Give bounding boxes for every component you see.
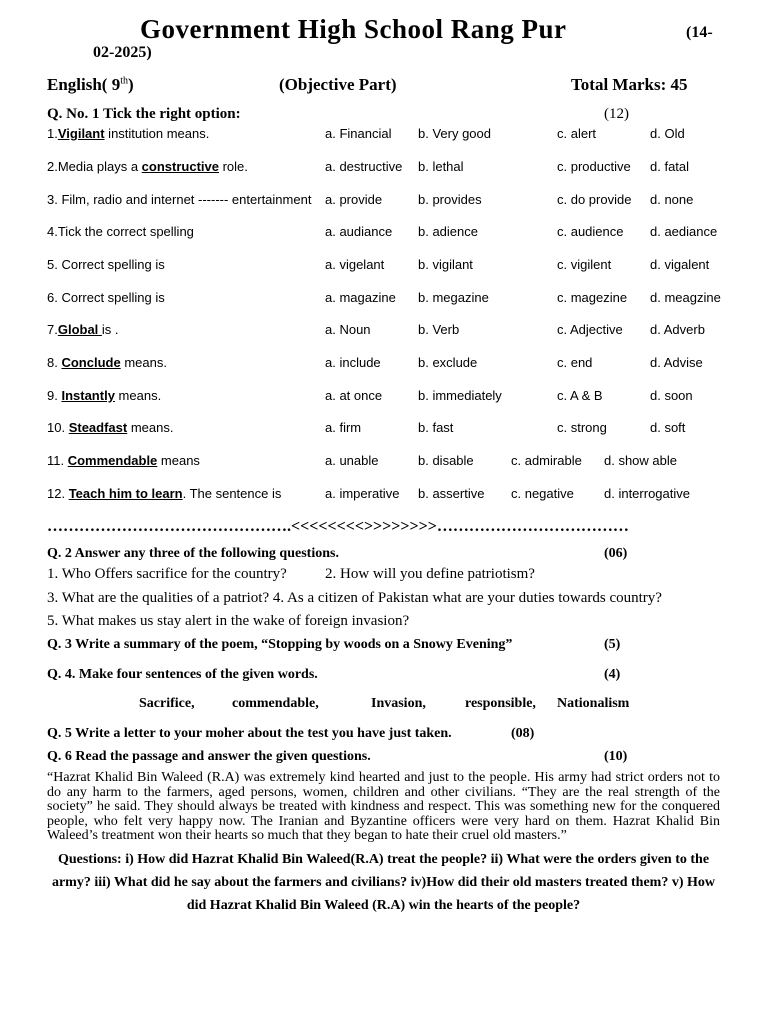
mcq-option-d[interactable]: d. interrogative <box>604 486 690 501</box>
q6-questions: Questions: i) How did Hazrat Khalid Bin Waleed(R.A) treat the people? ii) What were the orders given to the army? iii) What did he say about the farmers and civilians? iv)How did their old masters treated them? v) How did Hazrat Khalid Bin Waleed (R.A) win the hearts of the people? <box>51 852 716 913</box>
mcq-option-b[interactable]: b. adience <box>418 224 478 239</box>
mcq-stem-suffix: means. <box>120 355 167 370</box>
mcq-option-b[interactable]: b. disable <box>418 453 474 468</box>
q2-heading: Q. 2 Answer any three of the following questions. <box>47 546 339 561</box>
mcq-option-b[interactable]: b. provides <box>418 192 482 207</box>
q5-marks: (08) <box>511 726 535 741</box>
mcq-option-a[interactable]: a. provide <box>325 192 383 207</box>
mcq-row <box>0 159 768 179</box>
mcq-option-b[interactable]: b. lethal <box>418 159 464 174</box>
mcq-option-c[interactable]: c. strong <box>557 420 607 435</box>
mcq-stem-prefix: 8. <box>47 355 62 370</box>
mcq-stem-suffix: means <box>157 453 200 468</box>
mcq-keyword: Commendable <box>67 453 158 468</box>
mcq-stem <box>47 159 248 174</box>
mcq-option-c[interactable]: c. alert <box>557 126 597 141</box>
mcq-keyword: Conclude <box>61 355 121 370</box>
mcq-stem <box>47 388 161 403</box>
q2-question-2: 2. How will you define patriotism? <box>325 566 535 582</box>
mcq-stem-suffix: means. <box>114 388 162 403</box>
mcq-option-b[interactable]: b. megazine <box>418 290 489 305</box>
q2-marks: (06) <box>604 546 628 561</box>
q5-heading: Q. 5 Write a letter to your moher about the test you have just taken. <box>47 726 452 741</box>
mcq-row <box>0 453 768 473</box>
mcq-option-b[interactable]: b. fast <box>418 420 454 435</box>
mcq-option-c[interactable]: c. Adjective <box>557 322 623 337</box>
mcq-option-d[interactable]: d. meagzine <box>650 290 721 305</box>
mcq-option-d[interactable]: d. soon <box>650 388 693 403</box>
exam-date-part2: 02-2025) <box>93 44 152 61</box>
mcq-stem-suffix: role. <box>218 159 248 174</box>
school-title-line <box>140 14 740 45</box>
school-title: Government High School Rang Pur <box>140 14 567 44</box>
mcq-option-b[interactable]: b. assertive <box>418 486 485 501</box>
mcq-stem-prefix: 4.Tick the correct spelling <box>47 224 194 239</box>
mcq-option-a[interactable]: a. at once <box>325 388 383 403</box>
mcq-option-a[interactable]: a. magazine <box>325 290 396 305</box>
mcq-stem-prefix: 9. <box>47 388 62 403</box>
mcq-option-c[interactable]: c. negative <box>511 486 574 501</box>
q1-marks: (12) <box>604 106 629 122</box>
mcq-keyword: Instantly <box>61 388 115 403</box>
mcq-option-c[interactable]: c. admirable <box>511 453 582 468</box>
mcq-keyword: constructive <box>141 159 219 174</box>
subject-superscript: th <box>120 75 129 87</box>
q1-heading: Q. No. 1 Tick the right option: <box>47 106 241 122</box>
mcq-stem-suffix: . The sentence is <box>182 486 282 501</box>
q6-marks: (10) <box>604 749 628 764</box>
q4-word-2: commendable, <box>232 696 319 711</box>
q4-word-3: Invasion, <box>371 696 426 711</box>
mcq-option-b[interactable]: b. exclude <box>418 355 478 370</box>
mcq-option-d[interactable]: d. vigalent <box>650 257 710 272</box>
mcq-row <box>0 257 768 277</box>
q6-passage: “Hazrat Khalid Bin Waleed (R.A) was extremely kind hearted and just to the people. His army had strict orders not to do any harm to the farmers, aged persons, women, children and other civilians. “They are the real strength of the society” he said. They should always be treated with kindness and respect. This was something new for the conquered people, who felt very happy now. The Iranian and Byzantine officers were very hard on them. Hazrat Khalid Bin Waleed’s treatment won their hearts so much that they began to hate their cruel old masters.” <box>47 770 720 843</box>
mcq-option-a[interactable]: a. Financial <box>325 126 392 141</box>
subject-label <box>47 75 134 95</box>
mcq-stem <box>47 192 311 207</box>
mcq-stem <box>47 486 281 501</box>
mcq-row <box>0 355 768 375</box>
mcq-option-c[interactable]: c. magezine <box>557 290 628 305</box>
mcq-option-a[interactable]: a. audiance <box>325 224 393 239</box>
q3-marks: (5) <box>604 637 621 652</box>
q2-question-1: 1. Who Offers sacrifice for the country? <box>47 566 287 582</box>
mcq-option-d[interactable]: d. fatal <box>650 159 690 174</box>
q2-question-3-4: 3. What are the qualities of a patriot? 4. As a citizen of Pakistan what are your duties towards country? <box>47 590 662 606</box>
mcq-option-a[interactable]: a. firm <box>325 420 362 435</box>
mcq-stem <box>47 257 165 272</box>
mcq-stem <box>47 453 200 468</box>
mcq-option-d[interactable]: d. Advise <box>650 355 703 370</box>
q2-question-5: 5. What makes us stay alert in the wake of foreign invasion? <box>47 613 410 629</box>
mcq-stem <box>47 420 173 435</box>
mcq-stem-prefix: 6. Correct spelling is <box>47 290 165 305</box>
mcq-option-d[interactable]: d. show able <box>604 453 677 468</box>
mcq-stem-prefix: 2.Media plays a <box>47 159 142 174</box>
mcq-stem-prefix: 11. <box>47 453 68 468</box>
mcq-row <box>0 192 768 212</box>
mcq-stem-prefix: 5. Correct spelling is <box>47 257 165 272</box>
mcq-option-a[interactable]: a. vigelant <box>325 257 385 272</box>
total-marks: Total Marks: 45 <box>571 75 688 94</box>
q4-marks: (4) <box>604 667 621 682</box>
mcq-stem-suffix: is . <box>101 322 119 337</box>
mcq-option-a[interactable]: a. imperative <box>325 486 400 501</box>
mcq-stem-prefix: 1. <box>47 126 58 141</box>
mcq-option-b[interactable]: b. Verb <box>418 322 460 337</box>
mcq-stem <box>47 290 165 305</box>
mcq-row <box>0 126 768 146</box>
mcq-option-b[interactable]: b. immediately <box>418 388 502 403</box>
mcq-stem-suffix: institution means. <box>104 126 210 141</box>
mcq-stem <box>47 224 194 239</box>
mcq-keyword: Vigilant <box>57 126 105 141</box>
mcq-option-a[interactable]: a. include <box>325 355 381 370</box>
mcq-option-c[interactable]: c. audience <box>557 224 624 239</box>
mcq-option-d[interactable]: d. soft <box>650 420 686 435</box>
mcq-stem-prefix: 10. <box>47 420 69 435</box>
mcq-row <box>0 486 768 506</box>
q6-heading: Q. 6 Read the passage and answer the given questions. <box>47 749 371 764</box>
mcq-stem-suffix: means. <box>127 420 174 435</box>
mcq-option-c[interactable]: c. vigilent <box>557 257 612 272</box>
mcq-row <box>0 322 768 342</box>
q4-heading: Q. 4. Make four sentences of the given words. <box>47 667 318 682</box>
mcq-option-d[interactable]: d. Adverb <box>650 322 705 337</box>
mcq-keyword: Teach him to learn <box>68 486 183 501</box>
mcq-stem-prefix: 12. <box>47 486 69 501</box>
mcq-option-b[interactable]: b. Very good <box>418 126 491 141</box>
mcq-option-a[interactable]: a. destructive <box>325 159 403 174</box>
q4-word-5: Nationalism <box>557 696 630 711</box>
mcq-option-d[interactable]: d. Old <box>650 126 685 141</box>
mcq-stem <box>47 126 209 141</box>
mcq-row <box>0 290 768 310</box>
mcq-option-c[interactable]: c. A & B <box>557 388 603 403</box>
q4-word-4: responsible, <box>465 696 536 711</box>
mcq-stem-prefix: 3. Film, radio and internet ------- entertainment <box>47 192 312 207</box>
mcq-row <box>0 224 768 244</box>
mcq-option-a[interactable]: a. Noun <box>325 322 371 337</box>
q4-word-1: Sacrifice, <box>139 696 195 711</box>
mcq-option-a[interactable]: a. unable <box>325 453 379 468</box>
mcq-stem-prefix: 7. <box>47 322 58 337</box>
mcq-stem <box>47 355 167 370</box>
mcq-keyword: Global <box>57 322 102 337</box>
q3-heading: Q. 3 Write a summary of the poem, “Stopping by woods on a Snowy Evening” <box>47 637 513 652</box>
subject-close: ) <box>128 75 134 94</box>
mcq-row <box>0 420 768 440</box>
mcq-option-b[interactable]: b. vigilant <box>418 257 473 272</box>
mcq-option-c[interactable]: c. productive <box>557 159 631 174</box>
section-divider: ……………………………………….<<<<<<<<>>>>>>>>……………………………… <box>47 518 629 535</box>
subject-text: English( 9 <box>47 75 121 94</box>
mcq-keyword: Steadfast <box>68 420 128 435</box>
mcq-option-c[interactable]: c. do provide <box>557 192 632 207</box>
mcq-option-d[interactable]: d. none <box>650 192 694 207</box>
part-label: (Objective Part) <box>279 75 397 94</box>
mcq-stem <box>47 322 119 337</box>
exam-date-part1: (14- <box>686 24 713 41</box>
mcq-row <box>0 388 768 408</box>
mcq-option-c[interactable]: c. end <box>557 355 593 370</box>
mcq-option-d[interactable]: d. aediance <box>650 224 718 239</box>
